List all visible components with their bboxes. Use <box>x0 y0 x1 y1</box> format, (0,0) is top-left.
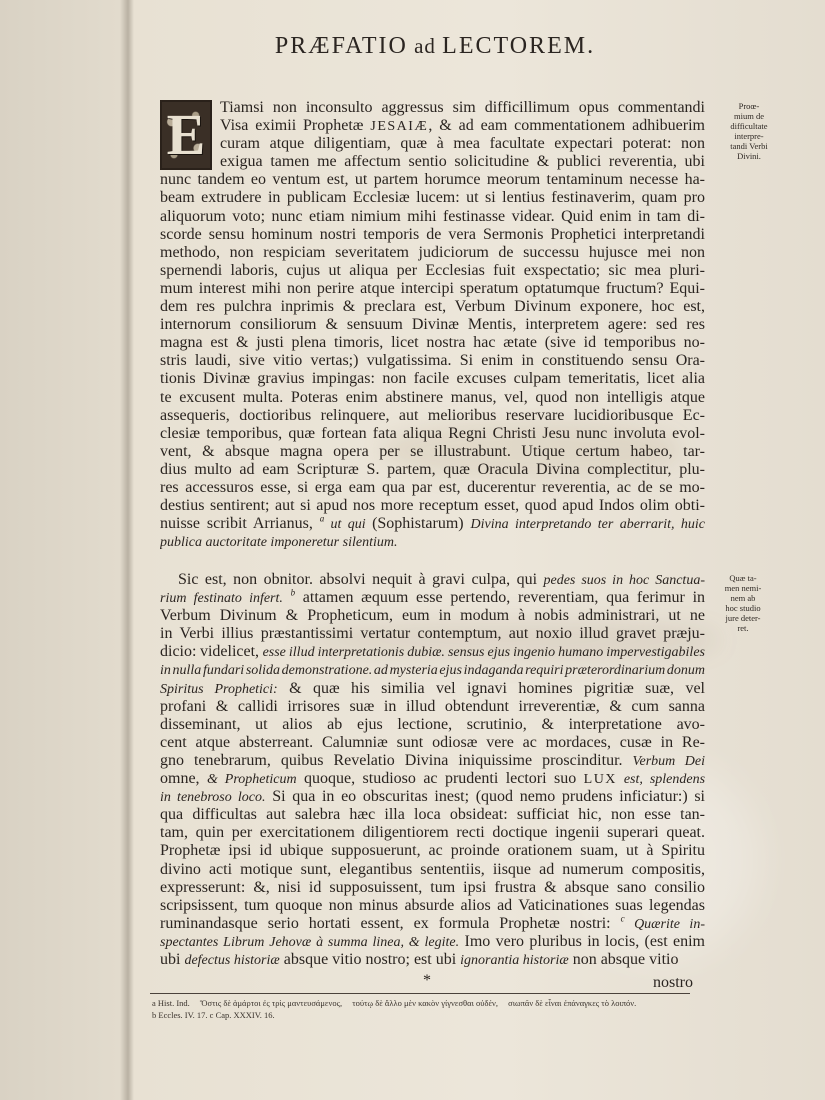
text-run: Sic est, non obnitor. absolvi nequit à gravi culpa, qui <box>178 571 544 588</box>
italic-text: rium festinato infert. <box>160 591 283 607</box>
text-line <box>160 171 705 189</box>
text-run: aliquorum voto; nunc etiam nimium mihi festinasse videar. Quid enim in tam di- <box>160 207 705 225</box>
footnote-marker: a <box>319 515 325 524</box>
margin-note-line: Proœ- <box>738 101 760 111</box>
text-line <box>160 770 705 788</box>
text-run: Tiamsi non inconsulto aggressus sim difficillimum opus commentandi <box>220 99 705 116</box>
italic-text: ignorantia historiæ <box>460 952 569 968</box>
text-run <box>283 589 291 606</box>
catchword: nostro <box>653 974 693 991</box>
text-line <box>160 842 705 860</box>
text-run: expresserunt: &, nisi id supposuissent, tum ipsi frustra & absque sano consilio <box>160 878 705 896</box>
paragraph-1 <box>160 99 705 551</box>
text-run: spernendi laboris, cujus ut aliqua per Ecclesias fuit exspectatio; sic mea pluri- <box>160 261 705 279</box>
text-line <box>160 915 705 933</box>
text-run: stris laudi, sive vitio vertas;) vulgatissima. Si enim in constituendo sensu Ora- <box>160 352 705 370</box>
text-line <box>160 806 705 824</box>
text-line <box>160 589 705 607</box>
text-line <box>160 788 705 806</box>
text-line <box>160 734 705 752</box>
text-line <box>160 280 705 298</box>
text-line <box>160 625 705 643</box>
margin-note-1 <box>710 101 788 161</box>
margin-note-line: mium de <box>734 111 764 121</box>
text-run: disseminant, ut alios ab ejus lectione, scrutinio, & interpretatione avo- <box>160 715 705 733</box>
text-line <box>160 951 705 969</box>
text-line <box>160 661 705 679</box>
text-run: scorde sensu hominum nostri temporis de vera Sermonis Prophetici interpretandi <box>160 225 705 243</box>
text-run: qua difficultas aut salebra hæc illa loca obsideat: sufficiat hic, non esse tan- <box>160 806 705 824</box>
text-run: internorum consiliorum & sensuum Divinæ Mentis, interpretem agere: sed res <box>160 316 705 334</box>
text-line <box>160 189 705 207</box>
text-run: Prophetæ ipsi id ubique supposuerunt, ac proinde orationem suam, ut à Spiritu <box>160 842 705 860</box>
margin-note-2 <box>710 573 776 633</box>
footnote-line-2: b Eccles. IV. 17. c Cap. XXXIV. 16. <box>152 1010 275 1020</box>
margin-note-line: nem ab <box>730 593 756 603</box>
title-mid: ad <box>407 34 443 58</box>
text-run: dius multo ad eam Scripturæ S. partem, quæ Oracula Divina complectitur, plu- <box>160 460 705 478</box>
text-run: omne, <box>160 770 207 788</box>
text-line <box>160 153 705 171</box>
text-line <box>160 533 705 551</box>
text-line <box>160 824 705 842</box>
margin-note-line: Quæ ta- <box>729 573 757 583</box>
italic-text: pedes suos in hoc Sanctua- <box>543 573 705 588</box>
text-line <box>160 716 705 734</box>
text-run: ubi <box>160 950 185 968</box>
italic-text: in tenebroso loco. <box>160 790 266 806</box>
text-run: Visa eximii Prophetæ <box>220 117 371 135</box>
text-line <box>160 425 705 443</box>
text-line <box>160 752 705 770</box>
text-line <box>160 680 705 698</box>
text-line <box>160 443 705 461</box>
text-run: res accessuros esse, si erga eam qua par est, ducerentur reverentia, ac de se mo- <box>160 478 705 496</box>
italic-text: & Propheticum <box>206 772 297 788</box>
text-run: beam extrudere in publicam Ecclesiæ lucem: ut si lentius festinaverim, quam pro <box>160 189 705 207</box>
text-run: quoque, studioso ac prudenti lectori suo <box>296 770 584 788</box>
text-run: tam, quin per exercitationem diligentiorem recti doctique ingenii superari queat. <box>160 824 705 842</box>
italic-text: spectantes Librum Jehovæ à summa linea, & legite. <box>160 934 460 950</box>
text-run: vent, & absque magna opera per se illustrabunt. Utique certum habeo, tar- <box>160 442 705 460</box>
margin-note-line: hoc studio <box>725 603 761 613</box>
text-run: in Verbi illius præstantissimi vertatur contemptum, aut noxio illud gravet præju- <box>160 625 705 643</box>
text-line <box>160 334 705 352</box>
text-run: assequeris, doctioribus relinquere, aut melioribus reservare lucidioribusque Ec- <box>160 406 705 424</box>
text-line <box>160 933 705 951</box>
text-run: non absque vitio <box>568 950 679 968</box>
text-run: ruminandasque serio hortati essent, ex formula Prophetæ nostri: <box>160 914 621 932</box>
footnote-marker: c <box>620 914 625 924</box>
signature-mark: * <box>423 972 431 989</box>
text-run: clesiæ temporibus, quæ fortean fata aliqua Regni Christi Jesu nunc involuta evol- <box>160 424 705 442</box>
text-line <box>160 244 705 262</box>
margin-note-line: jure deter- <box>725 613 761 623</box>
footnote-marker: b <box>290 589 296 598</box>
footnote-line-1 <box>152 997 692 1009</box>
text-line <box>160 262 705 280</box>
text-run: Verbum Divinum & Propheticum, eum in modum à nobis administrari, ut ne <box>160 607 705 625</box>
paragraph-2 <box>160 571 705 969</box>
italic-text: Verbum Dei <box>632 753 705 769</box>
text-run: te excusent multa. Poteras enim abstinere manus, vel, quod non intelligis atque <box>160 388 705 406</box>
text-line <box>160 226 705 244</box>
margin-note-line: Divini. <box>737 151 761 161</box>
margin-note-line: tandi Verbi <box>730 141 768 151</box>
text-line <box>160 897 705 915</box>
margin-note-line: men nemi- <box>724 583 762 593</box>
text-run: nuisse scribit Arrianus, <box>160 515 320 533</box>
text-run: (Sophistarum) <box>372 515 471 533</box>
text-line <box>160 497 705 515</box>
text-run: exigua tamen me affectum sentio solicitudine & publici reverentia, ubi <box>220 153 705 171</box>
drop-cap-letter: E <box>166 102 206 167</box>
italic-text: Divina interpretando ter aberrarit, huic <box>470 517 705 533</box>
text-line <box>160 316 705 334</box>
text-line <box>160 698 705 716</box>
text-line <box>160 571 705 589</box>
text-line <box>160 461 705 479</box>
text-run: attamen æquum esse pertendo, reverentiam, qua ferimur in <box>295 589 705 607</box>
text-run: profani & callidi irrisores suæ in illud obtendunt irreverentiæ, & cum sanna <box>160 697 705 715</box>
text-run: LUX <box>583 772 617 788</box>
text-line <box>160 352 705 370</box>
text-run: curam atque diligentiam, quæ à mea facultate expectari poterat: non <box>220 135 705 153</box>
italic-text: Spiritus Prophetici: <box>160 681 278 697</box>
italic-text: Quærite in- <box>624 916 705 932</box>
title-main: PRÆFATIO <box>274 33 408 59</box>
text-run: absque vitio nostro; est ubi <box>279 950 461 968</box>
italic-text: defectus historiæ <box>184 952 280 968</box>
text-line <box>160 99 705 117</box>
text-line <box>160 479 705 497</box>
footnote-greek: σιωπᾶν δὲ εἶναι ἐπάναγκες τὸ λοιπόν. <box>508 998 637 1008</box>
page-title <box>160 33 710 60</box>
margin-note-line: difficultate <box>730 121 768 131</box>
title-end: LECTOREM. <box>442 33 596 59</box>
text-line <box>160 117 705 135</box>
page-foot-marks <box>160 972 705 990</box>
text-run: nunc tandem eo ventum est, ut partem horumce meorum tentaminum necesse ha- <box>160 171 705 189</box>
footnote-ref: a Hist. Ind. <box>152 998 190 1008</box>
text-line <box>160 607 705 625</box>
text-run: & quæ his similia vel ignavi homines pigritiæ suæ, vel <box>277 679 705 697</box>
text-run: destius sentirent; aut si apud nos more receptum esset, quod apud Indos olim obti- <box>160 497 705 515</box>
text-run: JESAIÆ <box>370 119 429 135</box>
text-line <box>160 879 705 897</box>
text-line <box>160 861 705 879</box>
italic-text: esse illud interpretationis dubiæ. sensus ejus ingenio humano impervestigabiles <box>262 645 705 661</box>
margin-note-line: interpre- <box>734 131 764 141</box>
italic-text: ut qui <box>324 517 373 533</box>
italic-text: est, splendens <box>616 772 705 788</box>
text-run: Si qua in eo obscuritas inest; (quod nemo prudens inficiatur:) si <box>265 788 705 806</box>
text-line <box>160 135 705 153</box>
text-line <box>160 298 705 316</box>
text-run: methodo, non respiciam severitatem judiciorum de successu hujusce mei non <box>160 243 705 261</box>
text-run: dem res pulchra inprimis & preclara est, Verbum Divinum exponere, hoc est, <box>160 298 705 316</box>
text-line <box>160 389 705 407</box>
text-line <box>160 208 705 226</box>
text-run: gno tenebrarum, quibus Revelatio Divina iniquissime proscinditur. <box>160 751 633 769</box>
text-run: Imo vero pluribus in locis, (est enim <box>459 932 705 950</box>
footnotes <box>152 997 692 1021</box>
text-line <box>160 515 705 533</box>
text-line <box>160 643 705 661</box>
margin-note-line: ret. <box>737 623 749 633</box>
text-line <box>160 370 705 388</box>
italic-text: in nulla fundari solida demonstratione. ad mysteria ejus indaganda requiri præterordinarium donum <box>160 663 705 679</box>
text-run: , & ad eam commentationem adhibuerim <box>428 117 705 135</box>
text-run: magna est & justi plena timoris, licet nostra hac ætate (sive id temporibus no- <box>160 334 705 352</box>
footnote-rule <box>150 993 690 994</box>
footnote-greek: Ὅστις δὲ ἁμάρτοι ἐς τρὶς μαντευσάμενος, <box>199 998 343 1008</box>
italic-text: publica auctoritate imponeretur silentium. <box>160 535 398 551</box>
text-run: divino acti motique sunt, elegantibus sententiis, iisque ad numerum compositis, <box>160 860 705 878</box>
footnote-greek: τούτῳ δὲ ἄλλο μὲν κακὸν γίγνεσθαι οὐδέν, <box>352 998 498 1008</box>
text-run: cent atque absterreant. Calumniæ sunt odiosæ vere ac mordaces, cusæ in Re- <box>160 733 705 751</box>
text-run: dicio: videlicet, <box>160 643 263 661</box>
text-run: tionis Divinæ gravius impingas: non facile excuses culpam temeritatis, licet alia <box>160 370 705 388</box>
text-run: scripsissent, tum quoque non minus absurde alios ad Vaticinationes suas legendas <box>160 896 705 914</box>
text-line <box>160 407 705 425</box>
text-run: mum interest mihi non perire atque intercipi speratum optatumque fructum? Equi- <box>160 279 705 297</box>
